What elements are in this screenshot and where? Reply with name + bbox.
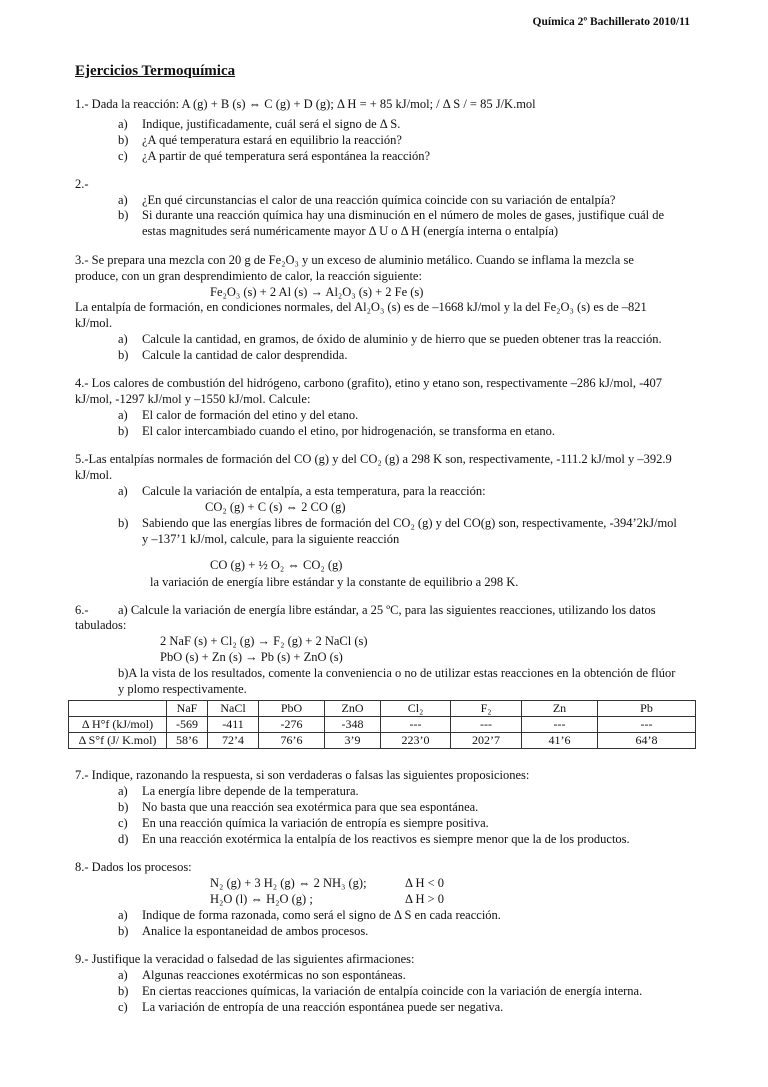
question-text: La entalpía de formación, en condiciones normales, del Al₂O₃ (s) es de –1668 kJ/mol y la del Fe₂O₃ (s) es de –821 xyxy=(75,300,647,314)
table-header: Zn xyxy=(522,701,598,717)
question-text: kJ/mol, -1297 kJ/mol y –1550 kJ/mol. Calcule: xyxy=(75,392,311,406)
row-label: Δ H°f (kJ/mol) xyxy=(69,717,167,733)
item-text: Calcule la cantidad, en gramos, de óxido de aluminio y de hierro que se pueden obtener tras la reacción. xyxy=(142,332,662,346)
item-label: a) xyxy=(118,968,128,982)
table-cell: 76’6 xyxy=(259,733,325,749)
item-text: b)A la vista de los resultados, comente la conveniencia o no de utilizar estas reacciones en la obtención de flúor xyxy=(118,666,676,680)
item-label: a) xyxy=(118,484,128,498)
item-text: No basta que una reacción sea exotérmica para que sea espontánea. xyxy=(142,800,479,814)
item-text: Si durante una reacción química hay una disminución en el número de moles de gases, justifique cuál de xyxy=(142,208,665,222)
item-label: b) xyxy=(118,348,129,362)
table-header: PbO xyxy=(259,701,325,717)
item-label: b) xyxy=(118,208,129,222)
table-cell: 202’7 xyxy=(451,733,522,749)
item-text: En una reacción química la variación de entropía es siempre positiva. xyxy=(142,816,489,830)
item-text: La variación de entropía de una reacción espontánea puede ser negativa. xyxy=(142,1000,504,1014)
item-text: estas magnitudes será numéricamente mayor Δ U o Δ H (energía interna o entalpía) xyxy=(142,224,559,238)
question-4: 4.- Los calores de combustión del hidrógeno, carbono (grafito), etino y etano son, respectivamente –286 kJ/mol, -407 xyxy=(75,376,662,390)
table-cell: --- xyxy=(381,717,451,733)
equation: 2 NaF (s) + Cl₂ (g) → F₂ (g) + 2 NaCl (s) xyxy=(160,634,368,648)
item-text: Sabiendo que las energías libres de formación del CO₂ (g) y del CO(g) son, respectivamente, -394’2kJ/mol xyxy=(142,516,677,530)
item-text: y –137’1 kJ/mol, calcule, para la siguiente reacción xyxy=(142,532,400,546)
item-text: Calcule la cantidad de calor desprendida. xyxy=(142,348,348,362)
table-header: NaF xyxy=(167,701,208,717)
table-cell: -569 xyxy=(167,717,208,733)
equation: PbO (s) + Zn (s) → Pb (s) + ZnO (s) xyxy=(160,650,343,664)
question-9: 9.- Justifique la veracidad o falsedad de las siguientes afirmaciones: xyxy=(75,952,415,966)
row-label: Δ S°f (J/ K.mol) xyxy=(69,733,167,749)
table-header: NaCl xyxy=(208,701,259,717)
table-row xyxy=(69,733,696,749)
item-label: a) xyxy=(118,193,128,207)
item-text: El calor intercambiado cuando el etino, por hidrogenación, se transforma en etano. xyxy=(142,424,556,438)
question-7: 7.- Indique, razonando la respuesta, si son verdaderas o falsas las siguientes proposiciones: xyxy=(75,768,530,782)
item-text: la variación de energía libre estándar y la constante de equilibrio a 298 K. xyxy=(150,575,519,589)
item-label: b) xyxy=(118,984,129,998)
question-5: 5.-Las entalpías normales de formación del CO (g) y del CO₂ (g) a 298 K son, respectivamente, -111.2 kJ/mol y –392.9 xyxy=(75,452,672,466)
item-label: a) xyxy=(118,117,128,131)
question-text: produce, con un gran desprendimiento de calor, la reacción siguiente: xyxy=(75,269,422,283)
enthalpy-sign: Δ H < 0 xyxy=(405,876,445,890)
thermo-data-table xyxy=(68,700,696,749)
table-header xyxy=(69,701,167,717)
table-cell: 72’4 xyxy=(208,733,259,749)
item-label: b) xyxy=(118,133,129,147)
question-2: 2.- xyxy=(75,177,89,191)
item-label: b) xyxy=(118,516,129,530)
table-cell: -276 xyxy=(259,717,325,733)
question-3: 3.- Se prepara una mezcla con 20 g de Fe₂O₃ y un exceso de aluminio metálico. Cuando se inflama la mezcla se xyxy=(75,253,634,267)
table-row xyxy=(69,717,696,733)
question-1: 1.- Dada la reacción: A (g) + B (s) ⇔ C (g) + D (g); Δ H = + 85 kJ/mol; / Δ S / = 85 J/K.mol xyxy=(75,97,536,111)
equation: H₂O (l) ⇔ H₂O (g) ; xyxy=(210,892,313,906)
item-label: a) xyxy=(118,784,128,798)
item-label: b) xyxy=(118,924,129,938)
item-text: Indique, justificadamente, cuál será el signo de Δ S. xyxy=(142,117,401,131)
question-8: 8.- Dados los procesos: xyxy=(75,860,192,874)
table-cell: -348 xyxy=(325,717,381,733)
item-text: Indique de forma razonada, como será el signo de Δ S en cada reacción. xyxy=(142,908,501,922)
item-label: a) xyxy=(118,408,128,422)
item-label: c) xyxy=(118,1000,128,1014)
table-cell: --- xyxy=(522,717,598,733)
question-text: kJ/mol. xyxy=(75,468,113,482)
item-text: En ciertas reacciones químicas, la variación de entalpía coincide con la variación de energía interna. xyxy=(142,984,643,998)
equation: CO (g) + ½ O₂ ⇔ CO₂ (g) xyxy=(210,558,343,572)
table-cell: 58’6 xyxy=(167,733,208,749)
item-text: ¿En qué circunstancias el calor de una reacción química coincide con su variación de entalpía? xyxy=(142,193,616,207)
item-label: a) xyxy=(118,332,128,346)
item-label: c) xyxy=(118,149,128,163)
item-text: El calor de formación del etino y del etano. xyxy=(142,408,359,422)
table-cell: 3’9 xyxy=(325,733,381,749)
item-text: ¿A partir de qué temperatura será espontánea la reacción? xyxy=(142,149,431,163)
course-header: Química 2º Bachillerato 2010/11 xyxy=(532,16,690,28)
item-label: a) xyxy=(118,908,128,922)
question-6: 6.- xyxy=(75,603,89,617)
table-header: Pb xyxy=(598,701,696,717)
table-header: Cl₂ xyxy=(381,701,451,717)
item-text: y plomo respectivamente. xyxy=(118,682,247,696)
table-cell: --- xyxy=(451,717,522,733)
table-header: ZnO xyxy=(325,701,381,717)
item-label: d) xyxy=(118,832,129,846)
table-cell: -411 xyxy=(208,717,259,733)
enthalpy-sign: Δ H > 0 xyxy=(405,892,445,906)
item-text: Algunas reacciones exotérmicas no son espontáneas. xyxy=(142,968,406,982)
item-text: Analice la espontaneidad de ambos procesos. xyxy=(142,924,369,938)
item-label: c) xyxy=(118,816,128,830)
equation: Fe₂O₃ (s) + 2 Al (s) → Al₂O₃ (s) + 2 Fe (s) xyxy=(210,285,424,299)
item-text: En una reacción exotérmica la entalpía de los reactivos es siempre menor que la de los productos. xyxy=(142,832,630,846)
equation: N₂ (g) + 3 H₂ (g) ⇔ 2 NH₃ (g); xyxy=(210,876,367,890)
item-label: b) xyxy=(118,800,129,814)
table-header: F₂ xyxy=(451,701,522,717)
item-text: La energía libre depende de la temperatura. xyxy=(142,784,359,798)
question-text: kJ/mol. xyxy=(75,316,113,330)
table-header-row xyxy=(69,701,696,717)
equation: CO₂ (g) + C (s) ⇔ 2 CO (g) xyxy=(205,500,346,514)
item-text: Calcule la variación de entalpía, a esta temperatura, para la reacción: xyxy=(142,484,486,498)
item-text: ¿A qué temperatura estará en equilibrio la reacción? xyxy=(142,133,402,147)
page-title: Ejercicios Termoquímica xyxy=(75,63,236,79)
table-cell: 223’0 xyxy=(381,733,451,749)
table-cell: 64’8 xyxy=(598,733,696,749)
item-label: b) xyxy=(118,424,129,438)
table-cell: --- xyxy=(598,717,696,733)
table-cell: 41’6 xyxy=(522,733,598,749)
question-text: tabulados: xyxy=(75,618,127,632)
item-text: a) Calcule la variación de energía libre estándar, a 25 ºC, para las siguientes reacciones, utilizando los datos xyxy=(118,603,656,617)
